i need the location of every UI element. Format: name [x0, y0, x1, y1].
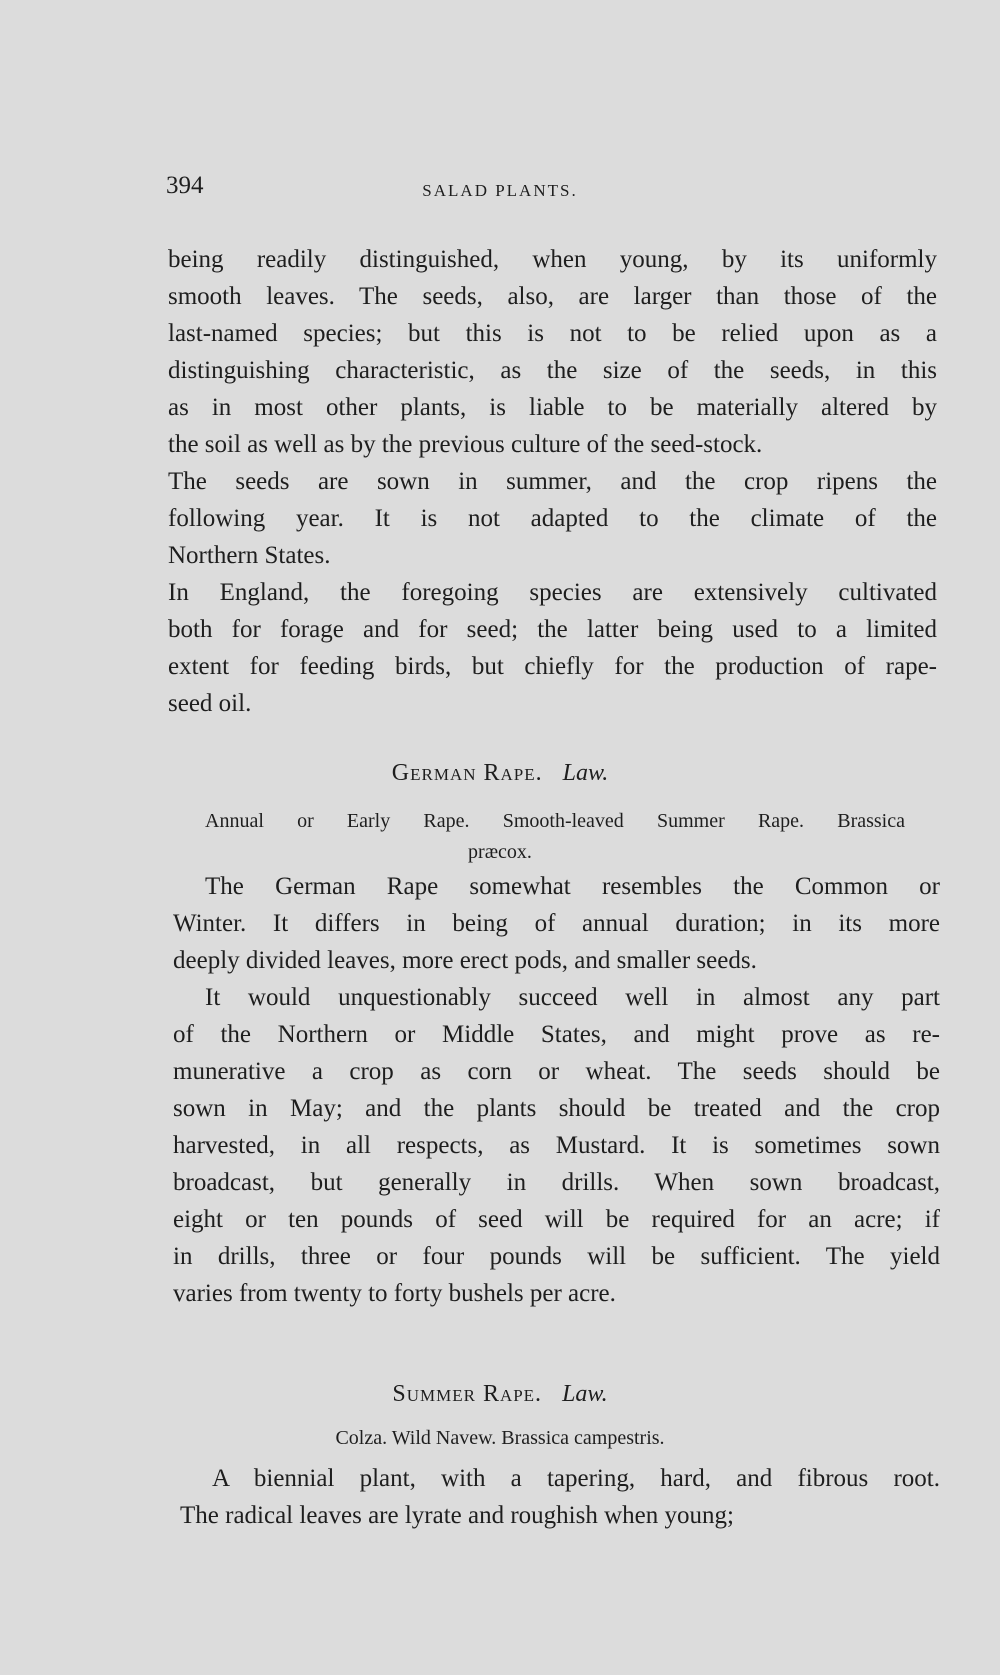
text-line: both for forage and for seed; the latter being used to a limited [168, 616, 937, 643]
text-line: munerative a crop as corn or wheat. The seeds should be [173, 1058, 940, 1085]
synonyms-line: Annual or Early Rape. Smooth-leaved Summer Rape. Brassica [205, 810, 905, 832]
synonyms-line: Colza. Wild Navew. Brassica campestris. [335, 1427, 665, 1449]
text-line: extent for feeding birds, but chiefly for the production of rape- [168, 653, 937, 680]
text-line: The German Rape somewhat resembles the Common or [205, 873, 940, 900]
text-line: The seeds are sown in summer, and the crop ripens the [168, 468, 937, 495]
text-line: harvested, in all respects, as Mustard. It is sometimes sown [173, 1132, 940, 1159]
text-line: broadcast, but generally in drills. When sown broadcast, [173, 1169, 940, 1196]
text-line: smooth leaves. The seeds, also, are larger than those of the [168, 283, 937, 310]
text-line: In England, the foregoing species are extensively cultivated [168, 579, 937, 606]
section-heading-summer-rape [0, 1379, 1000, 1409]
text-line: Winter. It differs in being of annual duration; in its more [173, 910, 940, 937]
text-line: A biennial plant, with a tapering, hard, and fibrous root. [212, 1465, 940, 1492]
text-line: It would unquestionably succeed well in almost any part [205, 984, 940, 1011]
text-line: distinguishing characteristic, as the size of the seeds, in this [168, 357, 937, 384]
text-line: as in most other plants, is liable to be materially altered by [168, 394, 937, 421]
text-line: deeply divided leaves, more erect pods, and smaller seeds. [173, 947, 757, 974]
text-line: Northern States. [168, 542, 331, 569]
section-title: German Rape. [391, 760, 543, 786]
text-line: of the Northern or Middle States, and might prove as re- [173, 1021, 940, 1048]
page-number: 394 [166, 172, 204, 199]
text-line: seed oil. [168, 690, 252, 717]
text-line: the soil as well as by the previous culture of the seed-stock. [168, 431, 763, 458]
text-line: being readily distinguished, when young, by its uniformly [168, 246, 937, 273]
text-line: sown in May; and the plants should be treated and the crop [173, 1095, 940, 1122]
section-title: Summer Rape. [392, 1381, 543, 1407]
synonyms-line: præcox. [468, 841, 532, 863]
section-author: Law. [562, 1381, 608, 1407]
section-author: Law. [562, 760, 609, 786]
text-line: in drills, three or four pounds will be sufficient. The yield [173, 1243, 940, 1270]
text-line: eight or ten pounds of seed will be required for an acre; if [173, 1206, 940, 1233]
text-line: last-named species; but this is not to be relied upon as a [168, 320, 937, 347]
text-line: The radical leaves are lyrate and roughish when young; [180, 1502, 734, 1529]
section-heading-german-rape [0, 758, 1000, 788]
text-line: following year. It is not adapted to the climate of the [168, 505, 937, 532]
running-head: SALAD PLANTS. [422, 181, 578, 200]
text-line: varies from twenty to forty bushels per acre. [173, 1280, 616, 1307]
